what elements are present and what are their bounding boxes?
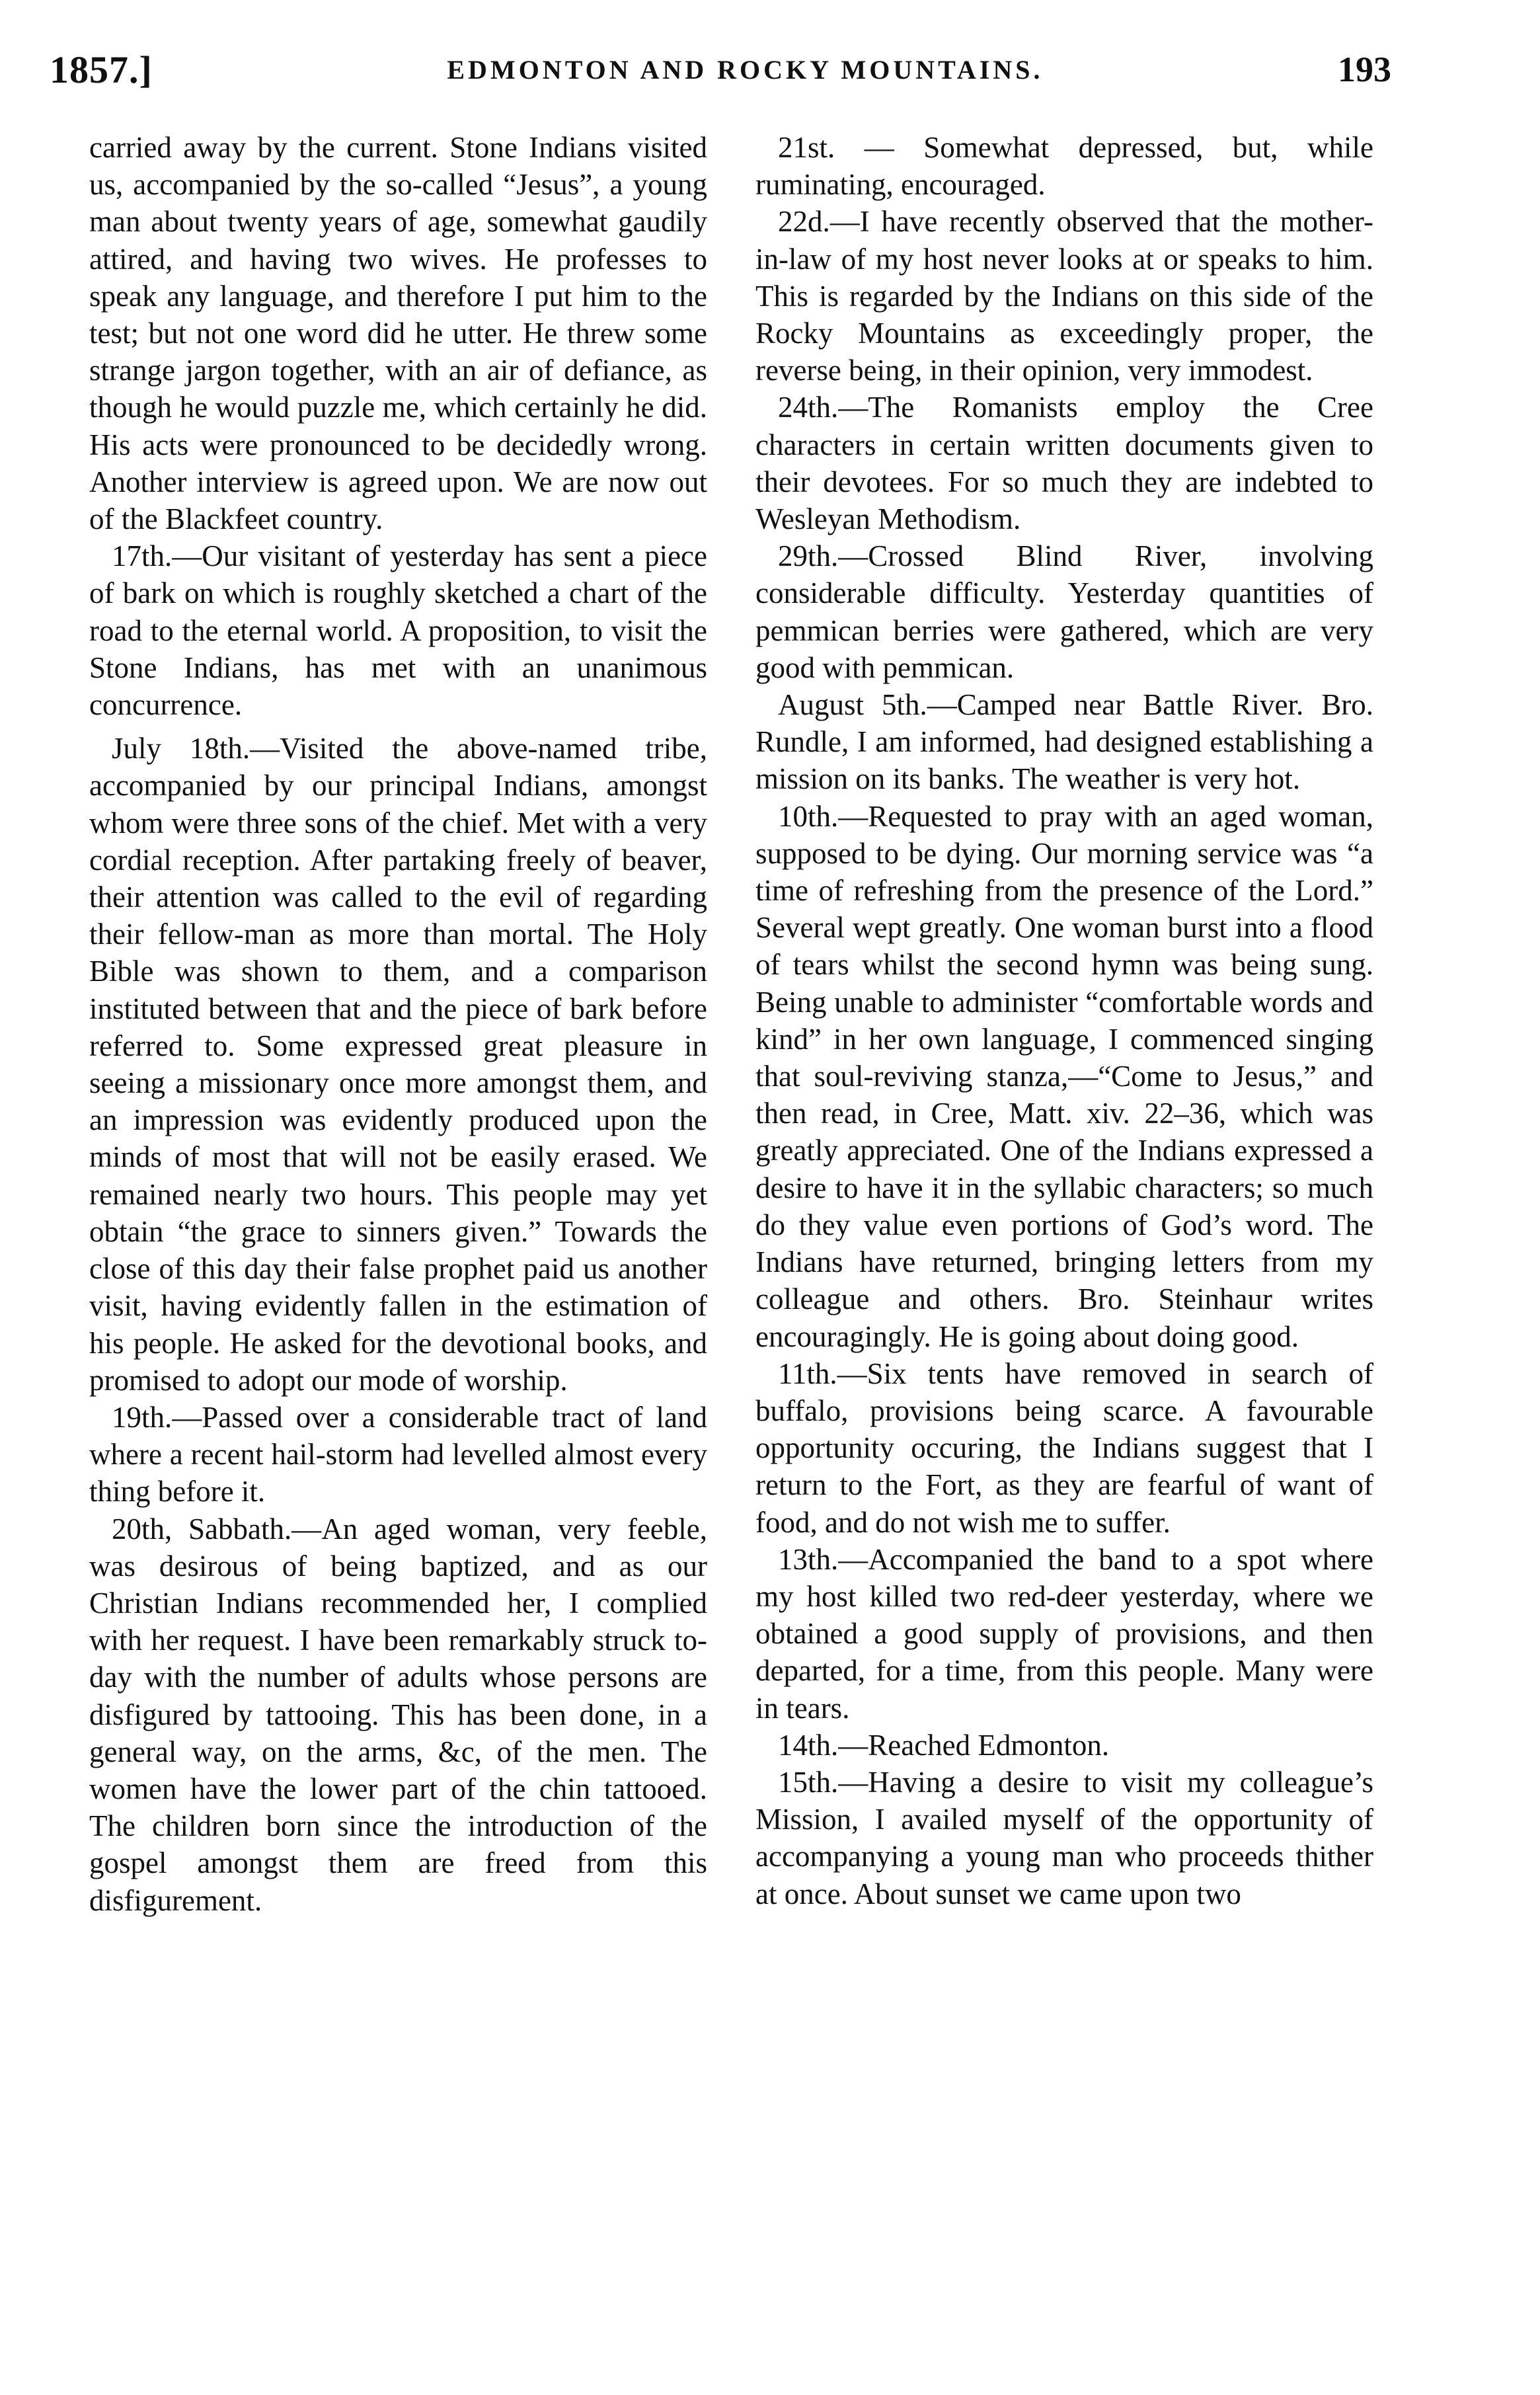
paragraph: 10th.—Requested to pray with an aged woman, supposed to be dying. Our morning service was “a time of refreshing from the presence of the Lord.” Several wept greatly. One woman burst into a flood of tears whilst the second hymn was being sung. Being unable to administer “comfortable words and kind” in her own language, I commenced singing that soul-reviving stanza,—“Come to Jesus,” and then read, in Cree, Matt. xiv. 22–36, which was greatly appreciated. One of the Indians expressed a desire to have it in the syllabic characters; so much do they value even portions of God’s word. The Indians have returned, bringing letters from my colleague and others. Bro. Steinhaur writes encouragingly. He is going about doing good. [755, 799, 1373, 1353]
paragraph: 19th.—Passed over a considerable tract of land where a recent hail-storm had levelled almost every thing before it. [89, 1400, 707, 1509]
left-column [89, 129, 707, 1919]
paragraph: 24th.—The Romanists employ the Cree characters in certain written documents given to their devotees. For so much they are indebted to Wesleyan Methodism. [755, 391, 1373, 536]
paragraph: carried away by the current. Stone Indians visited us, accompanied by the so-called “Jesus”, a young man about twenty years of age, somewhat gaudily attired, and having two wives. He professes to speak any language, and therefore I put him to the test; but not one word did he utter. He threw some strange jargon together, with an air of defiance, as though he would puzzle me, which certainly he did. His acts were pronounced to be decidedly wrong. Another interview is agreed upon. We are now out of the Blackfeet country. [89, 131, 707, 536]
right-column [755, 129, 1373, 1912]
paragraph: 14th.—Reached Edmonton. [778, 1728, 1110, 1762]
paragraph: 22d.—I have recently observed that the mother-in-law of my host never looks at or speaks to him. This is regarded by the Indians on this side of the Rocky Mountains as exceedingly proper, the reverse being, in their opinion, very immodest. [755, 205, 1373, 387]
paragraph: 20th, Sabbath.—An aged woman, very feeble, was desirous of being baptized, and as our Christian Indians recommended her, I complied with her request. I have been remarkably struck to-day with the number of adults whose persons are disfigured by tattooing. This has been done, in a general way, on the arms, &c, of the men. The women have the lower part of the chin tattooed. The children born since the introduction of the gospel amongst them are freed from this disfigurement. [89, 1512, 707, 1917]
header-title: EDMONTON AND ROCKY MOUNTAINS. [447, 54, 1044, 85]
paragraph: August 5th.—Camped near Battle River. Bro. Rundle, I am informed, had designed establishing a mission on its banks. The weather is very hot. [755, 688, 1373, 796]
header-year: 1857.] [50, 48, 153, 91]
page-number: 193 [1338, 50, 1391, 89]
running-header [50, 36, 1391, 102]
paragraph: July 18th.—Visited the above-named tribe, accompanied by our principal Indians, amongst whom were three sons of the chief. Met with a very cordial reception. After partaking freely of beaver, their attention was called to the evil of regarding their fellow-man as more than mortal. The Holy Bible was shown to them, and a comparison instituted between that and the piece of bark before referred to. Some expressed great pleasure in seeing a missionary once more amongst them, and an impression was evidently produced upon the minds of most that will not be easily erased. We remained nearly two hours. This people may yet obtain “the grace to sinners given.” Towards the close of this day their false prophet paid us another visit, having evidently fallen in the estimation of his people. He asked for the devotional books, and promised to adopt our mode of worship. [89, 732, 707, 1397]
paragraph: 17th.—Our visitant of yesterday has sent a piece of bark on which is roughly sketched a chart of the road to the eternal world. A proposition, to visit the Stone Indians, has met with an unanimous concurrence. [89, 539, 707, 722]
paragraph: 11th.—Six tents have removed in search of buffalo, provisions being scarce. A favourable opportunity occuring, the Indians suggest that I return to the Fort, as they are fearful of want of food, and do not wish me to suffer. [755, 1356, 1373, 1539]
paragraph: 15th.—Having a desire to visit my colleague’s Mission, I availed myself of the opportunity of accompanying a young man who proceeds thither at once. About sunset we came upon two [755, 1765, 1373, 1910]
paragraph: 13th.—Accompanied the band to a spot where my host killed two red-deer yesterday, where we obtained a good supply of provisions, and then departed, for a time, from this people. Many were in tears. [755, 1542, 1373, 1725]
paragraph: 29th.—Crossed Blind River, involving considerable difficulty. Yesterday quantities of pemmican berries were gathered, which are very good with pemmican. [755, 539, 1373, 684]
paragraph: 21st. — Somewhat depressed, but, while ruminating, encouraged. [755, 131, 1373, 202]
